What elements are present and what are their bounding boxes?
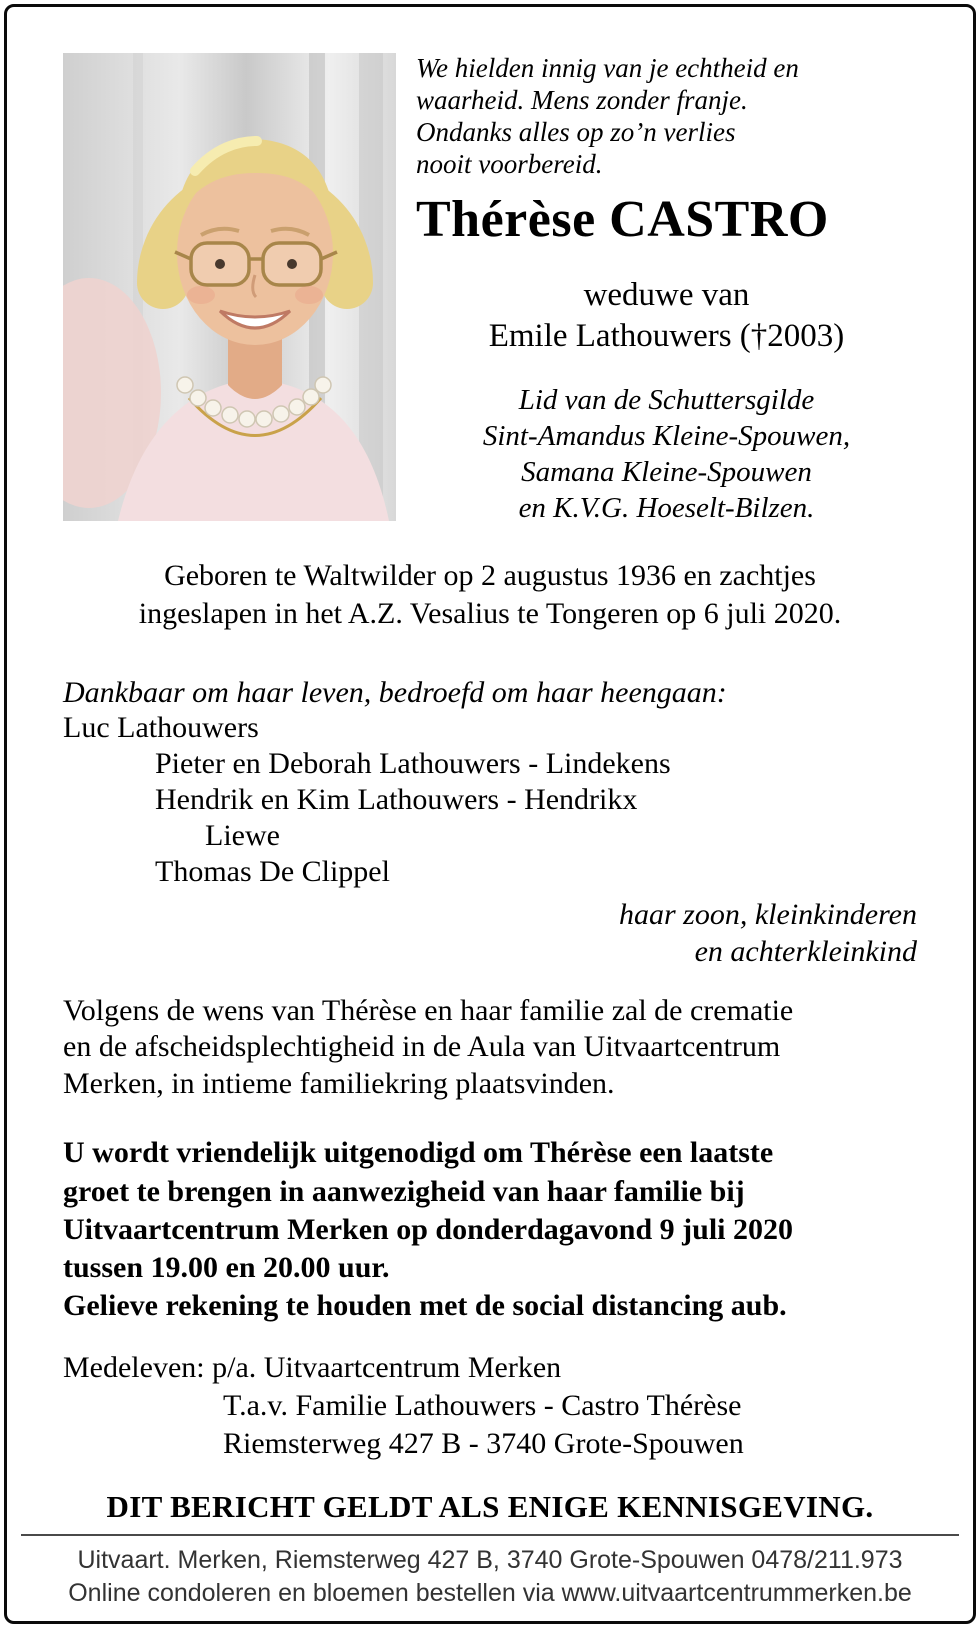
ceremony-paragraph xyxy=(63,993,917,1103)
family-member: Hendrik en Kim Lathouwers - Hendrikx xyxy=(155,782,638,816)
footer-website-line: Online condoleren en bloemen bestellen via www.uitvaartcentrummerken.be xyxy=(68,1578,912,1607)
invitation-line: groet te brengen in aanwezigheid van haar familie bij xyxy=(63,1174,745,1208)
sole-notification-notice: DIT BERICHT GELDT ALS ENIGE KENNISGEVING. xyxy=(106,1489,874,1525)
relation-block xyxy=(416,275,917,358)
family-closing-line: en achterkleinkind xyxy=(694,935,917,969)
condolence-line: Medeleven: p/a. Uitvaartcentrum Merken xyxy=(63,1350,562,1384)
family-list xyxy=(63,710,917,890)
quote-line: waarheid. Mens zonder franje. xyxy=(416,84,748,115)
deceased-name: Thérèse CASTRO xyxy=(416,191,829,249)
memberships-block xyxy=(416,383,917,527)
birth-death-paragraph xyxy=(63,557,917,634)
invitation-line: tussen 19.00 en 20.00 uur. xyxy=(63,1250,390,1284)
life-line: Geboren te Waltwilder op 2 augustus 1936 en zachtjes xyxy=(164,558,816,592)
footer-divider xyxy=(21,1534,959,1536)
quote-line: We hielden innig van je echtheid en xyxy=(416,53,799,83)
family-closing xyxy=(63,896,917,971)
life-line: ingeslapen in het A.Z. Vesalius te Tongeren op 6 juli 2020. xyxy=(138,597,842,631)
membership-line: Sint-Amandus Kleine-Spouwen, xyxy=(482,420,851,453)
family-member: Luc Lathouwers xyxy=(63,710,259,744)
ceremony-line: Volgens de wens van Thérèse en haar familie zal de crematie xyxy=(63,993,794,1027)
family-closing-line: haar zoon, kleinkinderen xyxy=(619,897,917,931)
invitation-line: Uitvaartcentrum Merken op donderdagavond 9 juli 2020 xyxy=(63,1212,793,1246)
family-intro: Dankbaar om haar leven, bedroefd om haar heengaan: xyxy=(63,675,727,709)
invitation-paragraph xyxy=(63,1134,917,1324)
header-text-column xyxy=(396,53,917,527)
family-member: Thomas De Clippel xyxy=(155,854,390,888)
memorial-card xyxy=(4,4,976,1624)
opening-quote xyxy=(416,53,917,180)
invitation-line: Gelieve rekening te houden met de social distancing aub. xyxy=(63,1288,787,1322)
relation-line: weduwe van xyxy=(583,276,750,313)
membership-line: Samana Kleine-Spouwen xyxy=(521,456,812,488)
condolence-address xyxy=(63,1349,917,1463)
ceremony-line: Merken, in intieme familiekring plaatsvinden. xyxy=(63,1066,615,1100)
header-section xyxy=(63,53,917,527)
condolence-line: T.a.v. Familie Lathouwers - Castro Thérèse xyxy=(223,1389,742,1423)
membership-line: Lid van de Schuttersgilde xyxy=(518,384,815,417)
family-member: Pieter en Deborah Lathouwers - Lindekens xyxy=(155,746,671,780)
portrait-photo xyxy=(63,53,396,521)
footer xyxy=(21,1534,959,1609)
invitation-line: U wordt vriendelijk uitgenodigd om Thérèse een laatste xyxy=(63,1136,774,1170)
footer-contact-line: Uitvaart. Merken, Riemsterweg 427 B, 3740 Grote-Spouwen 0478/211.973 xyxy=(77,1546,903,1574)
relation-line: Emile Lathouwers (†2003) xyxy=(488,317,845,354)
membership-line: en K.V.G. Hoeselt-Bilzen. xyxy=(518,491,815,524)
ceremony-line: en de afscheidsplechtigheid in de Aula van Uitvaartcentrum xyxy=(63,1030,781,1064)
family-member: Liewe xyxy=(205,818,280,852)
quote-line: nooit voorbereid. xyxy=(416,148,603,179)
quote-line: Ondanks alles op zo’n verlies xyxy=(416,116,736,147)
condolence-line: Riemsterweg 427 B - 3740 Grote-Spouwen xyxy=(223,1427,744,1461)
